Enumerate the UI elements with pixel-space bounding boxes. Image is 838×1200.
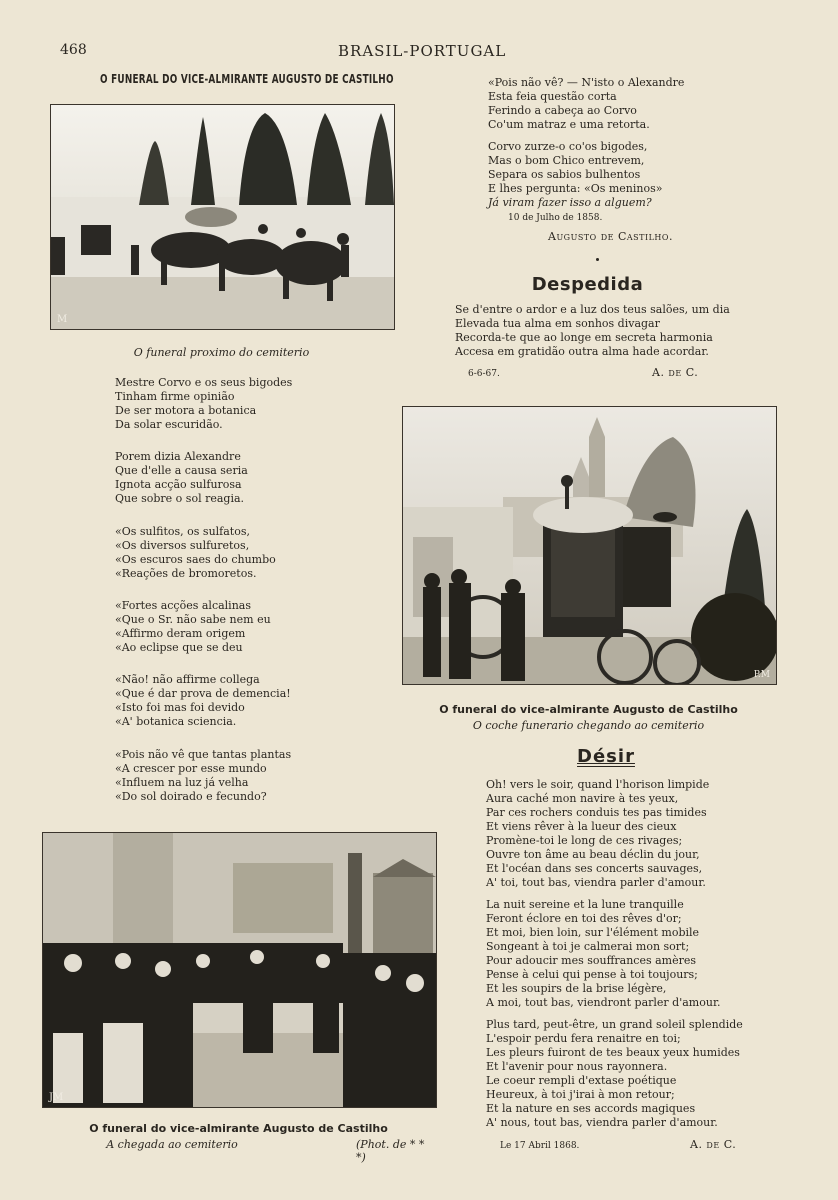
photo-monogram: M (57, 314, 68, 325)
verse-line: De ser motora a botanica (115, 404, 257, 417)
verse-line: A' toi, tout bas, viendra parler d'amour. (486, 876, 706, 889)
verse-line: «Reações de bromoretos. (115, 567, 257, 580)
verse-line: Et l'avenir pour nous rayonnera. (486, 1060, 668, 1073)
verse-line: «Os sulfitos, os sulfatos, (115, 525, 250, 538)
verse-line: Corvo zurze-o co'os bigodes, (488, 140, 648, 153)
photo-funeral-arrival (42, 832, 437, 1108)
poem-left-stanza (115, 599, 271, 655)
verse-line: «Que é dar prova de demencia! (115, 687, 291, 700)
photo-funeral-procession (50, 104, 395, 330)
verse-line: A moi, tout bas, viendront parler d'amour. (486, 996, 721, 1009)
procession-illustration (51, 105, 394, 329)
photo2-caption: O coche funerario chegando ao cemiterio (472, 719, 705, 732)
verse-line: Tinham firme opinião (115, 390, 235, 403)
photo-funeral-hearse (402, 406, 777, 685)
verse-line: Ouvre ton âme au beau déclin du jour, (486, 848, 700, 861)
article-headline: O FUNERAL DO VICE-ALMIRANTE AUGUSTO DE CASTILHO (100, 72, 394, 86)
verse-line: Pense à celui qui pense à toi toujours; (486, 968, 698, 981)
verse-line: «Pois não vê? — N'isto o Alexandre (488, 76, 685, 89)
journal-title: BRASIL-PORTUGAL (338, 42, 507, 60)
desir-stanza (486, 1018, 743, 1130)
poem-right-stanza (488, 76, 684, 132)
verse-line: Elevada tua alma em sonhos divagar (455, 317, 660, 330)
verse-line: Le coeur rempli d'extase poétique (486, 1074, 677, 1087)
verse-line: Co'um matraz e uma retorta. (488, 118, 650, 131)
despedida-signature: A. de C. (652, 366, 699, 379)
despedida-date: 6-6-67. (468, 369, 500, 379)
verse-line: Et l'océan dans ses concerts sauvages, (486, 862, 703, 875)
verse-line: Pour adoucir mes souffrances amères (486, 954, 697, 967)
separator-dot (596, 258, 599, 261)
page-number: 468 (60, 42, 87, 58)
verse-line: Plus tard, peut-être, un grand soleil splendide (486, 1018, 743, 1031)
desir-date: Le 17 Abril 1868. (500, 1141, 580, 1151)
poem-left-stanza (115, 748, 291, 804)
desir-stanza (486, 778, 709, 890)
desir-stanza (486, 898, 721, 1010)
arrival-illustration (43, 833, 436, 1107)
verse-line: Que sobre o sol reagia. (115, 492, 245, 505)
photo2-caption-title: O funeral do vice-almirante Augusto de Castilho (439, 703, 738, 716)
verse-line: «Influem na luz já velha (115, 776, 249, 789)
verse-line: «Que o Sr. não sabe nem eu (115, 613, 271, 626)
despedida-title: Despedida (531, 274, 644, 295)
verse-line: Et les soupirs de la brise légère, (486, 982, 667, 995)
verse-line: «Pois não vê que tantas plantas (115, 748, 292, 761)
photo1-caption: O funeral proximo do cemiterio (133, 346, 310, 359)
verse-line: Et la nature en ses accords magiques (486, 1102, 696, 1115)
verse-line: Et moi, bien loin, sur l'élément mobile (486, 926, 700, 939)
poem-left-stanza (115, 450, 248, 506)
verse-line: Aura caché mon navire à tes yeux, (486, 792, 679, 805)
poem-left-stanza (115, 376, 292, 432)
verse-line: «Os diversos sulfuretos, (115, 539, 250, 552)
verse-line: Oh! vers le soir, quand l'horison limpide (486, 778, 710, 791)
verse-line: La nuit sereine et la lune tranquille (486, 898, 684, 911)
verse-line: Esta feia questão corta (488, 90, 617, 103)
verse-line: «Ao eclipse que se deu (115, 641, 243, 654)
verse-line: «Isto foi mas foi devido (115, 701, 245, 714)
verse-line: L'espoir perdu fera renaitre en toi; (486, 1032, 681, 1045)
poem-left-stanza (115, 673, 291, 729)
verse-line: Já viram fazer isso a alguem? (488, 196, 652, 209)
verse-line: «Os escuros saes do chumbo (115, 553, 276, 566)
poem-right-signature: Augusto de Castilho. (548, 230, 673, 243)
hearse-illustration (403, 407, 776, 684)
verse-line: Songeant à toi je calmerai mon sort; (486, 940, 690, 953)
verse-line: Porem dizia Alexandre (115, 450, 241, 463)
verse-line: Da solar escuridão. (115, 418, 223, 431)
verse-line: E lhes pergunta: «Os meninos» (488, 182, 663, 195)
photo3-credit: (Phot. de * * *) (356, 1138, 425, 1164)
verse-line: Feront éclore en toi des rêves d'or; (486, 912, 682, 925)
photo-monogram: JM (49, 1092, 64, 1103)
poem-right-date: 10 de Julho de 1858. (508, 213, 603, 223)
verse-line: «Não! não affirme collega (115, 673, 260, 686)
verse-line: Heureux, à toi j'irai à mon retour; (486, 1088, 675, 1101)
verse-line: Recorda-te que ao longe em secreta harmonia (455, 331, 713, 344)
verse-line: Mas o bom Chico entrevem, (488, 154, 645, 167)
poem-right-stanza (488, 140, 663, 210)
verse-line: Promène-toi le long de ces rivages; (486, 834, 683, 847)
verse-line: Mestre Corvo e os seus bigodes (115, 376, 293, 389)
verse-line: «Affirmo deram origem (115, 627, 246, 640)
verse-line: Accesa em gratidão outra alma hade acordar. (455, 345, 709, 358)
verse-line: Se d'entre o ardor e a luz dos teus salões, um dia (455, 303, 730, 316)
verse-line: Ferindo a cabeça ao Corvo (488, 104, 637, 117)
verse-line: Par ces rochers conduis tes pas timides (486, 806, 707, 819)
verse-line: «A crescer por esse mundo (115, 762, 267, 775)
verse-line: Que d'elle a causa seria (115, 464, 248, 477)
photo3-caption-title: O funeral do vice-almirante Augusto de Castilho (89, 1122, 388, 1135)
verse-line: «Fortes acções alcalinas (115, 599, 251, 612)
verse-line: Separa os sabios bulhentos (488, 168, 641, 181)
verse-line: Et viens rêver à la lueur des cieux (486, 820, 677, 833)
desir-signature: A. de C. (690, 1138, 737, 1151)
verse-line: Les pleurs fuiront de tes beaux yeux humides (486, 1046, 740, 1059)
despedida-stanza (455, 303, 730, 359)
photo3-caption: A chegada ao cemiterio (106, 1138, 238, 1151)
photo-monogram: P.M (753, 670, 770, 680)
verse-line: «Do sol doirado e fecundo? (115, 790, 267, 803)
verse-line: «A' botanica sciencia. (115, 715, 237, 728)
verse-line: A' nous, tout bas, viendra parler d'amour. (486, 1116, 718, 1129)
poem-left-stanza (115, 525, 276, 581)
verse-line: Ignota acção sulfurosa (115, 478, 242, 491)
desir-title: Désir (577, 746, 635, 767)
